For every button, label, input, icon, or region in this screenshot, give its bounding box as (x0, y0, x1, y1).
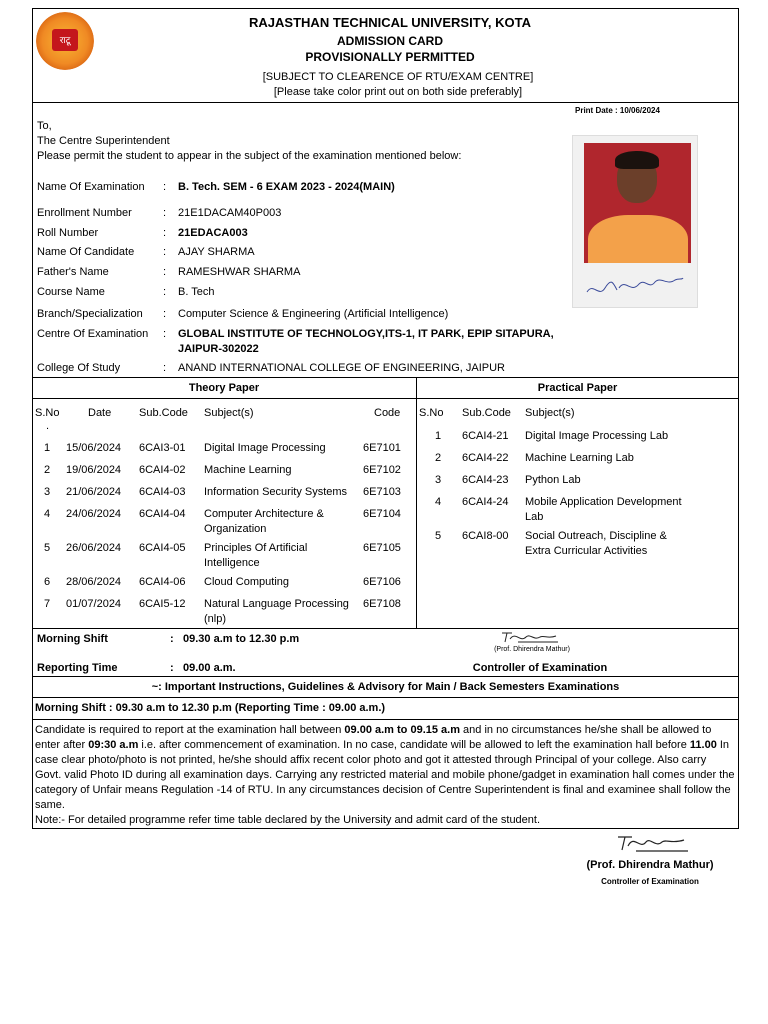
practical-col-sno: S.No (419, 407, 444, 419)
print-note: [Please take color print out on both side preferably] (273, 86, 523, 98)
theory-cell-date: 19/06/2024 (66, 464, 122, 476)
father-value: RAMESHWAR SHARMA (178, 266, 301, 278)
college-value: ANAND INTERNATIONAL COLLEGE OF ENGINEERING, JAIPUR (178, 362, 505, 374)
rtu-logo (36, 12, 94, 70)
letter-to: To, (37, 120, 52, 132)
colon: : (163, 362, 167, 374)
father-label: Father's Name (37, 266, 109, 278)
theory-cell-subcode: 6CAI5-12 (139, 598, 186, 610)
entry-deadline: 09:30 a.m (88, 739, 139, 751)
practical-cell-sno: 4 (435, 496, 442, 508)
practical-cell-subcode: 6CAI8-00 (462, 530, 509, 542)
theory-cell-sno: 7 (44, 598, 51, 610)
course-label: Course Name (37, 286, 105, 298)
instructions-shift-line: Morning Shift : 09.30 a.m to 12.30 p.m (Reporting Time : 09.00 a.m.) (35, 702, 386, 714)
theory-cell-sno: 3 (44, 486, 51, 498)
roll-label: Roll Number (37, 227, 99, 239)
theory-col-subject: Subject(s) (204, 407, 254, 419)
colon: : (163, 328, 167, 340)
card-status: PROVISIONALLY PERMITTED (305, 50, 475, 64)
theory-cell-date: 28/06/2024 (66, 576, 122, 588)
theory-cell-subject: Natural Language Processing (nlp) (204, 598, 349, 625)
clearance-note: [SUBJECT TO CLEARENCE OF RTU/EXAM CENTRE] (262, 71, 534, 83)
candidate-photo (572, 135, 698, 308)
practical-cell-subcode: 6CAI4-21 (462, 430, 509, 442)
instructions-heading: ~: Important Instructions, Guidelines & Advisory for Main / Back Semesters Examinations (151, 681, 620, 693)
name-value: AJAY SHARMA (178, 246, 255, 258)
enroll-value: 21E1DACAM40P003 (178, 207, 282, 219)
course-value: B. Tech (178, 286, 215, 298)
practical-col-subcode: Sub.Code (462, 407, 511, 419)
theory-cell-sno: 4 (44, 508, 51, 520)
theory-cell-date: 21/06/2024 (66, 486, 122, 498)
controller-name: (Prof. Dhirendra Mathur) (586, 859, 714, 871)
practical-title: Practical Paper (537, 382, 618, 394)
logo-emblem: राटू (52, 29, 78, 51)
theory-cell-code: 6E7101 (363, 442, 401, 454)
theory-cell-code: 6E7102 (363, 464, 401, 476)
colon: : (163, 246, 167, 258)
exam-label: Name Of Examination (37, 181, 145, 193)
theory-cell-sno: 6 (44, 576, 51, 588)
colon: : (163, 286, 167, 298)
branch-value: Computer Science & Engineering (Artificial Intelligence) (178, 308, 449, 320)
university-name: RAJASTHAN TECHNICAL UNIVERSITY, KOTA (249, 15, 531, 30)
morning-shift-label: Morning Shift (37, 633, 108, 645)
theory-cell-subject: Digital Image Processing (204, 442, 326, 454)
theory-cell-subcode: 6CAI4-03 (139, 486, 186, 498)
theory-cell-code: 6E7106 (363, 576, 401, 588)
candidate-signature (583, 268, 687, 300)
practical-cell-subject: Machine Learning Lab (525, 452, 634, 464)
theory-cell-sno: 2 (44, 464, 51, 476)
theory-cell-date: 15/06/2024 (66, 442, 122, 454)
theory-cell-code: 6E7105 (363, 542, 401, 554)
colon: : (163, 207, 167, 219)
colon: : (163, 308, 167, 320)
theory-cell-subject: Information Security Systems (204, 486, 348, 498)
controller-signature-small (498, 629, 562, 645)
controller-title: Controller of Examination (601, 877, 699, 886)
theory-cell-code: 6E7104 (363, 508, 401, 520)
colon: : (163, 181, 167, 193)
branch-label: Branch/Specialization (37, 308, 143, 320)
report-window: 09.00 a.m to 09.15 a.m (344, 724, 460, 736)
theory-cell-date: 24/06/2024 (66, 508, 122, 520)
centre-line1: GLOBAL INSTITUTE OF TECHNOLOGY,ITS-1, IT PARK, EPIP SITAPURA, (178, 328, 554, 340)
name-label: Name Of Candidate (37, 246, 135, 258)
theory-cell-subject: Computer Architecture & Organization (204, 508, 324, 535)
practical-cell-sno: 2 (435, 452, 442, 464)
morning-shift-colon: : (170, 633, 174, 645)
roll-value: 21EDACA003 (178, 227, 248, 239)
theory-cell-subcode: 6CAI4-05 (139, 542, 186, 554)
theory-cell-subject: Cloud Computing (204, 576, 289, 588)
theory-dot: . (46, 420, 50, 432)
reporting-time-value: 09.00 a.m. (183, 662, 236, 674)
theory-cell-sno: 5 (44, 542, 51, 554)
print-date: Print Date : 10/06/2024 (575, 106, 660, 115)
practical-cell-sno: 1 (435, 430, 442, 442)
practical-cell-sno: 3 (435, 474, 442, 486)
theory-cell-subject: Machine Learning (204, 464, 292, 476)
theory-title: Theory Paper (188, 382, 260, 394)
theory-cell-code: 6E7108 (363, 598, 401, 610)
instructions-body: Candidate is required to report at the examination hall between 09.00 a.m to 09.15 a.m and in no circumstances he/she shall be allowed to enter after 09:30 a.m i.e. after commencement of examination. In no case, candidate will be allowed to left the examination hall before 11.00 In case clear photo/photo is not printed, he/she should affix recent color photo and got it attested through Principal of your college. Also carry Govt. valid Photo ID during all examination days. Carrying any restricted material and mobile phone/gadget in examination hall comes under the category of Unfair means Regulation -14 of RTU. In any circumstances decision of Centre Superintendent is final and examinee shall follow the same. Note:- For detailed programme refer time table declared by the University and admit card of the student. (35, 724, 735, 826)
letter-request: Please permit the student to appear in the subject of the examination mentioned below: (37, 150, 462, 162)
practical-cell-subject: Digital Image Processing Lab (525, 430, 669, 442)
letter-recipient: The Centre Superintendent (37, 135, 170, 147)
theory-cell-subcode: 6CAI3-01 (139, 442, 186, 454)
practical-cell-subject: Mobile Application Development Lab (525, 496, 682, 523)
theory-cell-subcode: 6CAI4-04 (139, 508, 186, 520)
theory-cell-date: 01/07/2024 (66, 598, 122, 610)
centre-line2: JAIPUR-302022 (178, 343, 259, 355)
theory-col-date: Date (88, 407, 112, 419)
practical-cell-subcode: 6CAI4-22 (462, 452, 509, 464)
reporting-time-label: Reporting Time (37, 662, 118, 674)
theory-cell-subcode: 6CAI4-02 (139, 464, 186, 476)
instructions-note: Note:- For detailed programme refer time table declared by the University and admit card of the student. (35, 814, 541, 826)
theory-col-sno: S.No (35, 407, 60, 419)
controller-name-small: (Prof. Dhirendra Mathur) (494, 646, 570, 653)
card-title: ADMISSION CARD (336, 34, 443, 48)
controller-title-small: Controller of Examination (472, 662, 608, 674)
practical-cell-subject: Python Lab (525, 474, 581, 486)
practical-cell-subject: Social Outreach, Discipline & Extra Curricular Activities (525, 530, 667, 557)
colon: : (163, 227, 167, 239)
college-label: College Of Study (37, 362, 121, 374)
theory-cell-sno: 1 (44, 442, 51, 454)
controller-signature (612, 832, 692, 854)
theory-col-subcode: Sub.Code (139, 407, 188, 419)
centre-label: Centre Of Examination (37, 328, 149, 340)
photo-image (584, 143, 691, 263)
practical-cell-sno: 5 (435, 530, 442, 542)
exam-value: B. Tech. SEM - 6 EXAM 2023 - 2024(MAIN) (178, 181, 395, 193)
practical-cell-subcode: 6CAI4-24 (462, 496, 509, 508)
morning-shift-time: 09.30 a.m to 12.30 p.m (183, 633, 300, 645)
enroll-label: Enrollment Number (37, 207, 132, 219)
theory-col-code: Code (374, 407, 401, 419)
theory-cell-subject: Principles Of Artificial Intelligence (204, 542, 308, 569)
theory-cell-code: 6E7103 (363, 486, 401, 498)
colon: : (163, 266, 167, 278)
theory-cell-subcode: 6CAI4-06 (139, 576, 186, 588)
practical-col-subject: Subject(s) (525, 407, 575, 419)
exit-time: 11.00 (689, 739, 717, 751)
practical-cell-subcode: 6CAI4-23 (462, 474, 509, 486)
theory-cell-date: 26/06/2024 (66, 542, 122, 554)
reporting-time-colon: : (170, 662, 174, 674)
